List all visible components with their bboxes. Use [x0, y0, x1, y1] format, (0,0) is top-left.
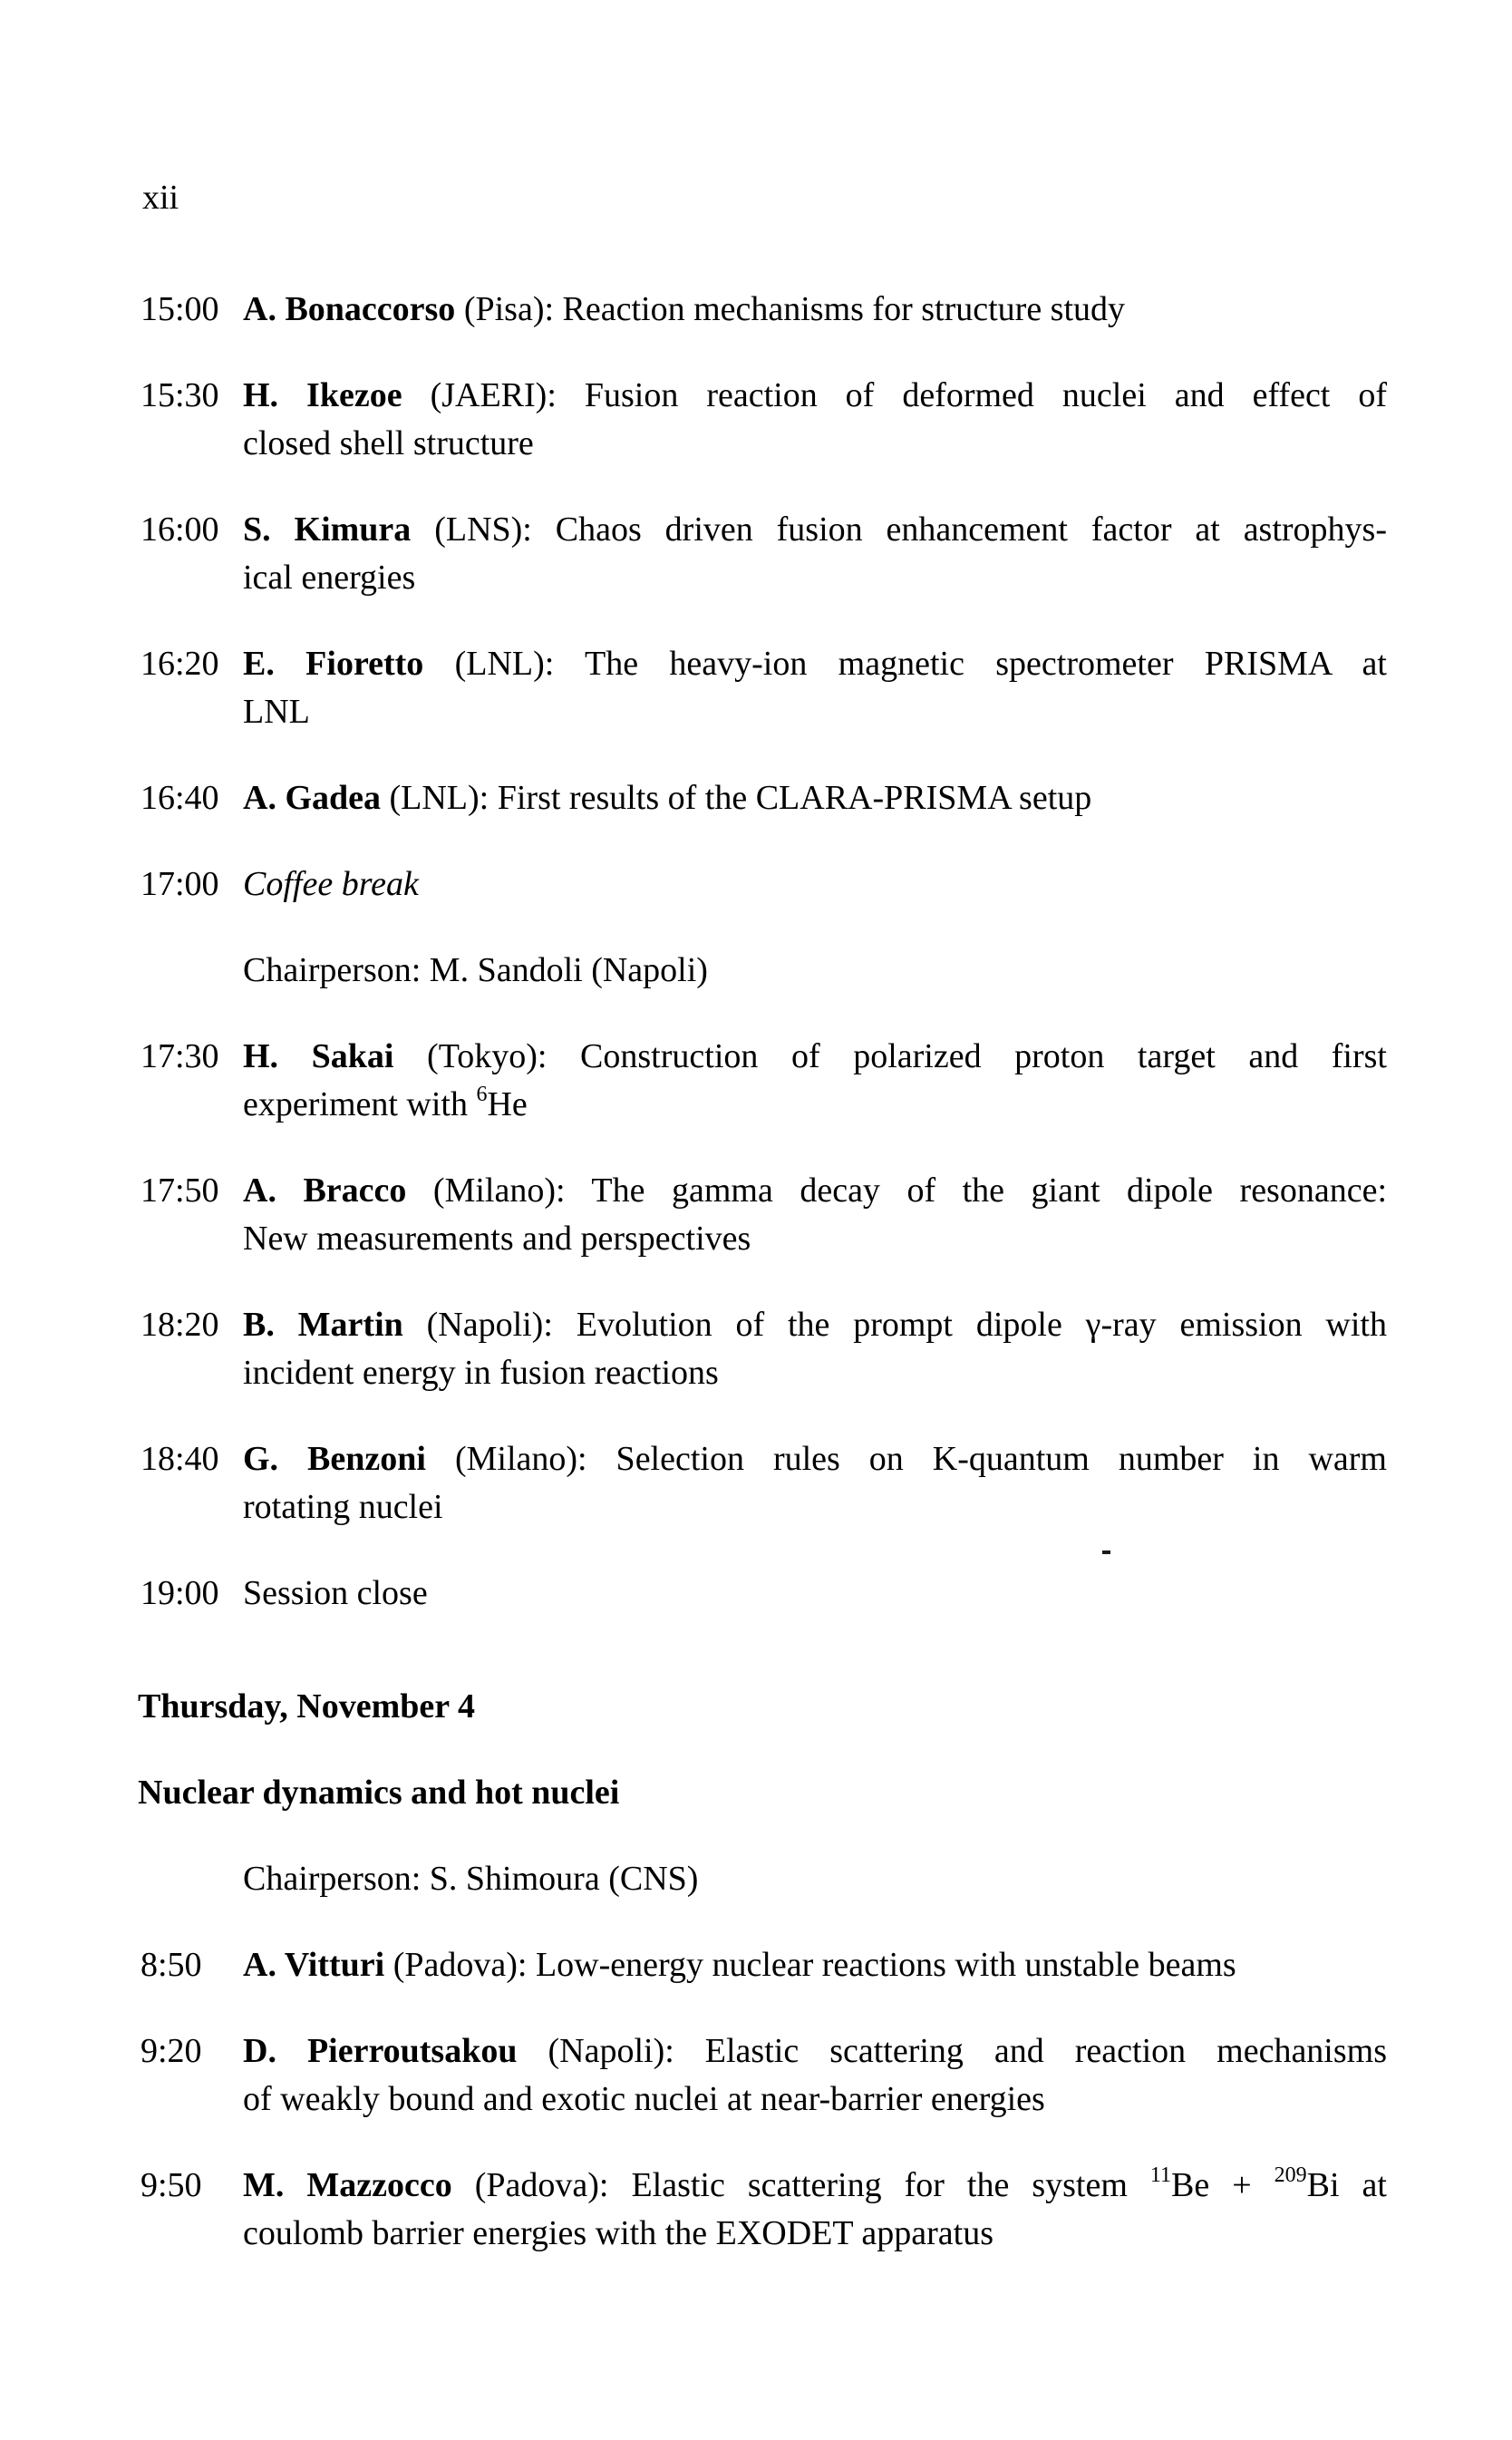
- text-segment: He: [487, 1085, 528, 1123]
- chairperson-row: [0, 1855, 1512, 1903]
- schedule-entry: [0, 2162, 1512, 2258]
- entry-line: [243, 2027, 1387, 2075]
- speaker-name: G. Benzoni: [243, 1440, 426, 1478]
- text-segment: closed shell structure: [243, 424, 534, 462]
- text-segment: Chairperson: M. Sandoli (Napoli): [243, 951, 708, 989]
- text-segment: LNL: [243, 693, 310, 731]
- text-segment: incident energy in fusion reactions: [243, 1354, 719, 1392]
- entry-time: [141, 1855, 243, 1903]
- entry-description: [243, 640, 1387, 736]
- entry-time: 16:00: [141, 510, 219, 549]
- text-segment: Be +: [1170, 2166, 1275, 2204]
- entry-time: 17:00: [141, 865, 219, 903]
- text-segment: Bi at: [1306, 2166, 1387, 2204]
- speaker-name: H. Sakai: [243, 1037, 394, 1075]
- schedule-entry: [0, 2027, 1512, 2124]
- entry-description: [243, 286, 1387, 334]
- entry-line: [243, 1570, 1387, 1618]
- entry-time: 19:00: [141, 1574, 219, 1612]
- entry-time: 18:40: [141, 1440, 219, 1478]
- schedule-entry: [0, 1301, 1512, 1397]
- entry-description: [243, 1033, 1387, 1129]
- superscript-mass-number: 6: [476, 1083, 488, 1106]
- entry-line: [243, 1855, 1387, 1903]
- entry-line: [243, 1033, 1387, 1081]
- entry-line: [243, 1435, 1387, 1483]
- entry-line: [243, 506, 1387, 554]
- entry-line: [243, 947, 1387, 995]
- text-segment: (Napoli): Elastic scattering and reaction mechanisms: [517, 2032, 1388, 2070]
- entry-time: 8:50: [141, 1946, 202, 1984]
- schedule-entry: [0, 1570, 1512, 1618]
- speaker-name: A. Vitturi: [243, 1946, 385, 1984]
- schedule-morning-session: [0, 1855, 1512, 2296]
- entry-line: [243, 2162, 1387, 2210]
- entry-description: [243, 1167, 1387, 1263]
- schedule-entry: [0, 1167, 1512, 1263]
- schedule-entry: [0, 1033, 1512, 1129]
- entry-description: [243, 947, 1387, 995]
- entry-time: 15:00: [141, 290, 219, 328]
- entry-time: 16:20: [141, 645, 219, 683]
- entry-time: 17:50: [141, 1171, 219, 1210]
- entry-line: [243, 2075, 1387, 2124]
- entry-line: [243, 372, 1387, 420]
- entry-time: 9:50: [141, 2166, 202, 2204]
- entry-time: [141, 947, 243, 995]
- entry-description: [243, 372, 1387, 468]
- text-segment: coulomb barrier energies with the EXODET apparatus: [243, 2214, 994, 2252]
- entry-description: [243, 2162, 1387, 2258]
- entry-line: [243, 1301, 1387, 1349]
- superscript-mass-number: 11: [1149, 2163, 1171, 2187]
- schedule-entry: [0, 372, 1512, 468]
- text-segment: (Milano): The gamma decay of the giant dipole resonance:: [406, 1171, 1387, 1210]
- schedule-entry: [0, 506, 1512, 602]
- entry-description: [243, 860, 1387, 909]
- text-segment: Chairperson: S. Shimoura (CNS): [243, 1860, 699, 1898]
- scan-artifact-dash: [1102, 1551, 1110, 1554]
- text-segment: New measurements and perspectives: [243, 1220, 751, 1258]
- entry-line: [243, 640, 1387, 688]
- entry-line: [243, 1941, 1387, 1989]
- entry-time: 18:20: [141, 1306, 219, 1344]
- speaker-name: M. Mazzocco: [243, 2166, 452, 2204]
- text-segment: (Tokyo): Construction of polarized proton target and first: [393, 1037, 1387, 1075]
- text-segment: (Padova): Low-energy nuclear reactions with unstable beams: [384, 1946, 1236, 1984]
- speaker-name: S. Kimura: [243, 510, 412, 549]
- speaker-name: A. Gadea: [243, 779, 381, 817]
- text-segment: ical energies: [243, 559, 416, 597]
- entry-time: 16:40: [141, 779, 219, 817]
- entry-line: [243, 1081, 1387, 1129]
- superscript-mass-number: 209: [1274, 2163, 1307, 2187]
- speaker-name: D. Pierroutsakou: [243, 2032, 518, 2070]
- text-segment: Coffee break: [243, 865, 419, 903]
- speaker-name: A. Bracco: [243, 1171, 407, 1210]
- day-heading: Thursday, November 4: [138, 1687, 475, 1725]
- entry-line: [243, 688, 1387, 736]
- entry-description: [243, 2027, 1387, 2124]
- speaker-name: E. Fioretto: [243, 645, 424, 683]
- entry-line: [243, 420, 1387, 468]
- text-segment: (Milano): Selection rules on K-quantum number in warm: [425, 1440, 1387, 1478]
- speaker-name: H. Ikezoe: [243, 376, 402, 414]
- entry-description: [243, 506, 1387, 602]
- session-title-heading: Nuclear dynamics and hot nuclei: [138, 1774, 620, 1812]
- text-segment: experiment with: [243, 1085, 477, 1123]
- schedule-entry: [0, 1435, 1512, 1531]
- text-segment: rotating nuclei: [243, 1488, 443, 1526]
- text-segment: (Pisa): Reaction mechanisms for structure study: [455, 290, 1126, 328]
- entry-description: [243, 1570, 1387, 1618]
- schedule-entry: [0, 774, 1512, 822]
- entry-line: [243, 774, 1387, 822]
- entry-line: [243, 1167, 1387, 1215]
- schedule-entry: [0, 286, 1512, 334]
- text-segment: (JAERI): Fusion reaction of deformed nuclei and effect of: [402, 376, 1388, 414]
- schedule-entry: [0, 1941, 1512, 1989]
- page-number: xii: [142, 179, 179, 217]
- text-segment: (LNL): The heavy-ion magnetic spectrometer PRISMA at: [423, 645, 1387, 683]
- entry-description: [243, 1941, 1387, 1989]
- entry-line: [243, 554, 1387, 602]
- entry-line: [243, 2210, 1387, 2258]
- entry-time: 9:20: [141, 2032, 202, 2070]
- entry-description: [243, 1435, 1387, 1531]
- text-segment: (LNS): Chaos driven fusion enhancement factor at astrophys-: [411, 510, 1388, 549]
- schedule-afternoon-session: [0, 286, 1512, 1656]
- entry-description: [243, 1855, 1387, 1903]
- entry-time: 17:30: [141, 1037, 219, 1075]
- entry-line: [243, 1483, 1387, 1531]
- break-row: [0, 860, 1512, 909]
- entry-line: [243, 1349, 1387, 1397]
- speaker-name: B. Martin: [243, 1306, 403, 1344]
- text-segment: (Napoli): Evolution of the prompt dipole γ-ray emission with: [402, 1306, 1387, 1344]
- text-segment: of weakly bound and exotic nuclei at near-barrier energies: [243, 2080, 1045, 2118]
- speaker-name: A. Bonaccorso: [243, 290, 456, 328]
- entry-time: 15:30: [141, 376, 219, 414]
- entry-description: [243, 774, 1387, 822]
- entry-line: [243, 1215, 1387, 1263]
- entry-line: [243, 286, 1387, 334]
- text-segment: (LNL): First results of the CLARA-PRISMA setup: [381, 779, 1092, 817]
- entry-line: [243, 860, 1387, 909]
- schedule-entry: [0, 640, 1512, 736]
- chairperson-row: [0, 947, 1512, 995]
- text-segment: Session close: [243, 1574, 428, 1612]
- entry-description: [243, 1301, 1387, 1397]
- text-segment: (Padova): Elastic scattering for the system: [451, 2166, 1150, 2204]
